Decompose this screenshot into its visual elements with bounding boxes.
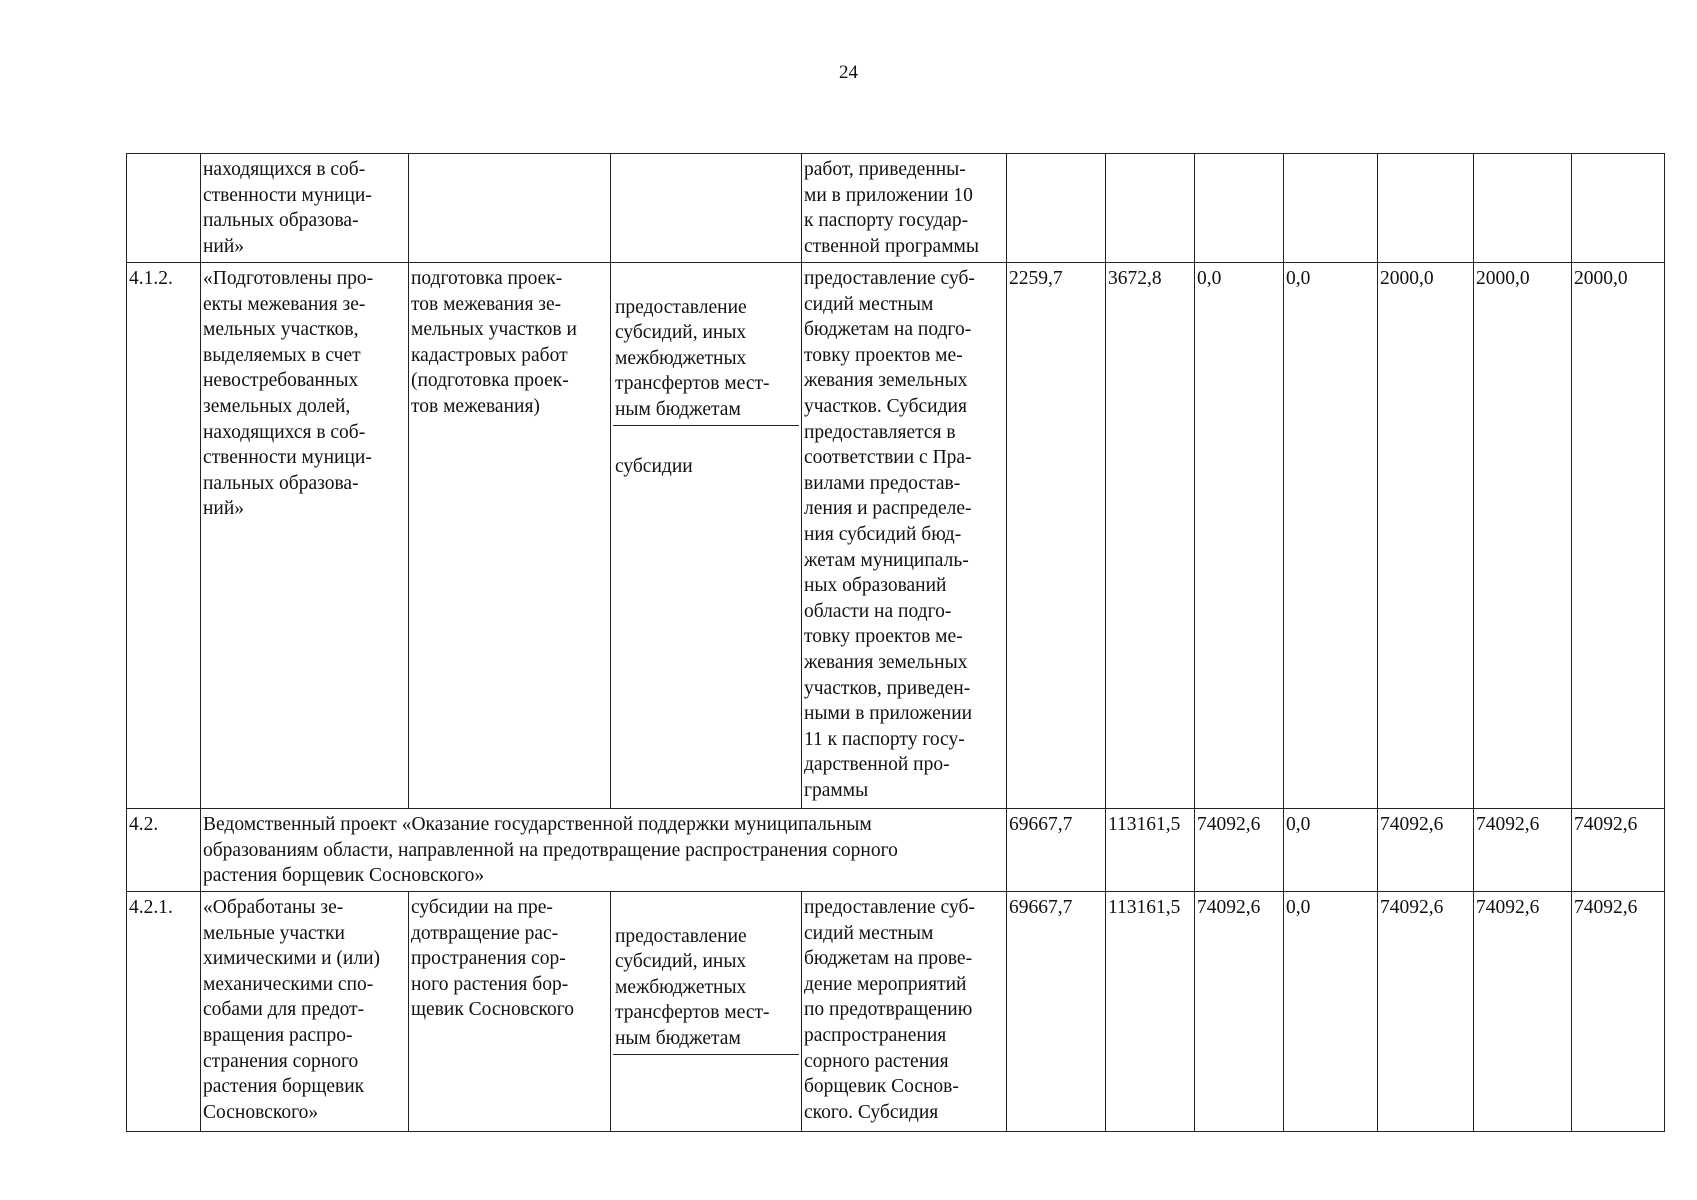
table-row [127, 809, 1665, 892]
row-mechanism [611, 892, 802, 1132]
value-cell: 74092,6 [1378, 892, 1474, 1132]
row-description: предоставление суб- сидий местным бюджетам на прове- дение мероприятий по предотвращению распространения сорного растения борщевик Соснов- ского. Субсидия [802, 892, 1007, 1132]
row-code: 4.2. [127, 809, 201, 892]
row-description: работ, приведенны- ми в приложении 10 к паспорту государ- ственной программы [802, 154, 1007, 263]
row-mechanism [611, 263, 802, 809]
mechanism-sub [613, 1080, 799, 1083]
row-name: «Обработаны зе- мельные участки химическими и (или) механическими спо- собами для предот- вращения распро- странения сорного растения борщевик Сосновского» [201, 892, 409, 1132]
value-cell [1378, 154, 1474, 263]
mechanism-main: предоставление субсидий, иных межбюджетных трансфертов мест- ным бюджетам [613, 921, 799, 1055]
value-cell: 2000,0 [1474, 263, 1572, 809]
row-direction: субсидии на пре- дотвращение рас- пространения сор- ного растения бор- щевик Сосновского [409, 892, 611, 1132]
value-cell: 2000,0 [1378, 263, 1474, 809]
value-cell: 74092,6 [1378, 809, 1474, 892]
row-description: предоставление суб- сидий местным бюджетам на подго- товку проектов ме- жевания земельных участков. Субсидия предоставляется в соответствии с Пра- вилами предостав- ления и распределе- ния субсидий бюд- жетам муниципаль- ных образований области на подго- товку проектов ме- жевания земельных участков, приведен- ными в приложении 11 к паспорту госу- дарственной про- граммы [802, 263, 1007, 809]
value-cell: 113161,5 [1106, 892, 1195, 1132]
project-title: Ведомственный проект «Оказание государственной поддержки муниципальным образованиям области, направленной на предотвращение распространения сорного растения борщевик Сосновского» [201, 809, 1007, 892]
value-cell [1572, 154, 1665, 263]
row-direction [409, 154, 611, 263]
table-row [127, 154, 1665, 263]
row-mechanism [611, 154, 802, 263]
value-cell: 74092,6 [1195, 892, 1284, 1132]
row-name: «Подготовлены про- екты межевания зе- мельных участков, выделяемых в счет невостребованных земельных долей, находящихся в соб- ственности муници- пальных образова- ний» [201, 263, 409, 809]
value-cell: 113161,5 [1106, 809, 1195, 892]
value-cell: 69667,7 [1007, 809, 1106, 892]
row-code [127, 154, 201, 263]
value-cell [1106, 154, 1195, 263]
value-cell: 74092,6 [1195, 809, 1284, 892]
value-cell: 74092,6 [1572, 809, 1665, 892]
value-cell: 74092,6 [1572, 892, 1665, 1132]
value-cell: 0,0 [1195, 263, 1284, 809]
value-cell: 2259,7 [1007, 263, 1106, 809]
value-cell [1474, 154, 1572, 263]
page-number: 24 [839, 62, 858, 83]
value-cell: 74092,6 [1474, 809, 1572, 892]
value-cell: 2000,0 [1572, 263, 1665, 809]
value-cell [1195, 154, 1284, 263]
row-direction: подготовка проек- тов межевания зе- мельных участков и кадастровых работ (подготовка проек- тов межевания) [409, 263, 611, 809]
value-cell: 0,0 [1284, 809, 1378, 892]
mechanism-sub: субсидии [615, 456, 693, 478]
value-cell [1007, 154, 1106, 263]
mechanism-main: предоставление субсидий, иных межбюджетных трансфертов мест- ным бюджетам [613, 292, 799, 426]
row-name: находящихся в соб- ственности муници- пальных образова- ний» [201, 154, 409, 263]
row-code: 4.1.2. [127, 263, 201, 809]
data-table [126, 153, 1665, 1132]
value-cell: 69667,7 [1007, 892, 1106, 1132]
value-cell: 0,0 [1284, 892, 1378, 1132]
row-code: 4.2.1. [127, 892, 201, 1132]
value-cell: 74092,6 [1474, 892, 1572, 1132]
table-row [127, 263, 1665, 809]
table-row [127, 892, 1665, 1132]
value-cell: 0,0 [1284, 263, 1378, 809]
value-cell: 3672,8 [1106, 263, 1195, 809]
value-cell [1284, 154, 1378, 263]
